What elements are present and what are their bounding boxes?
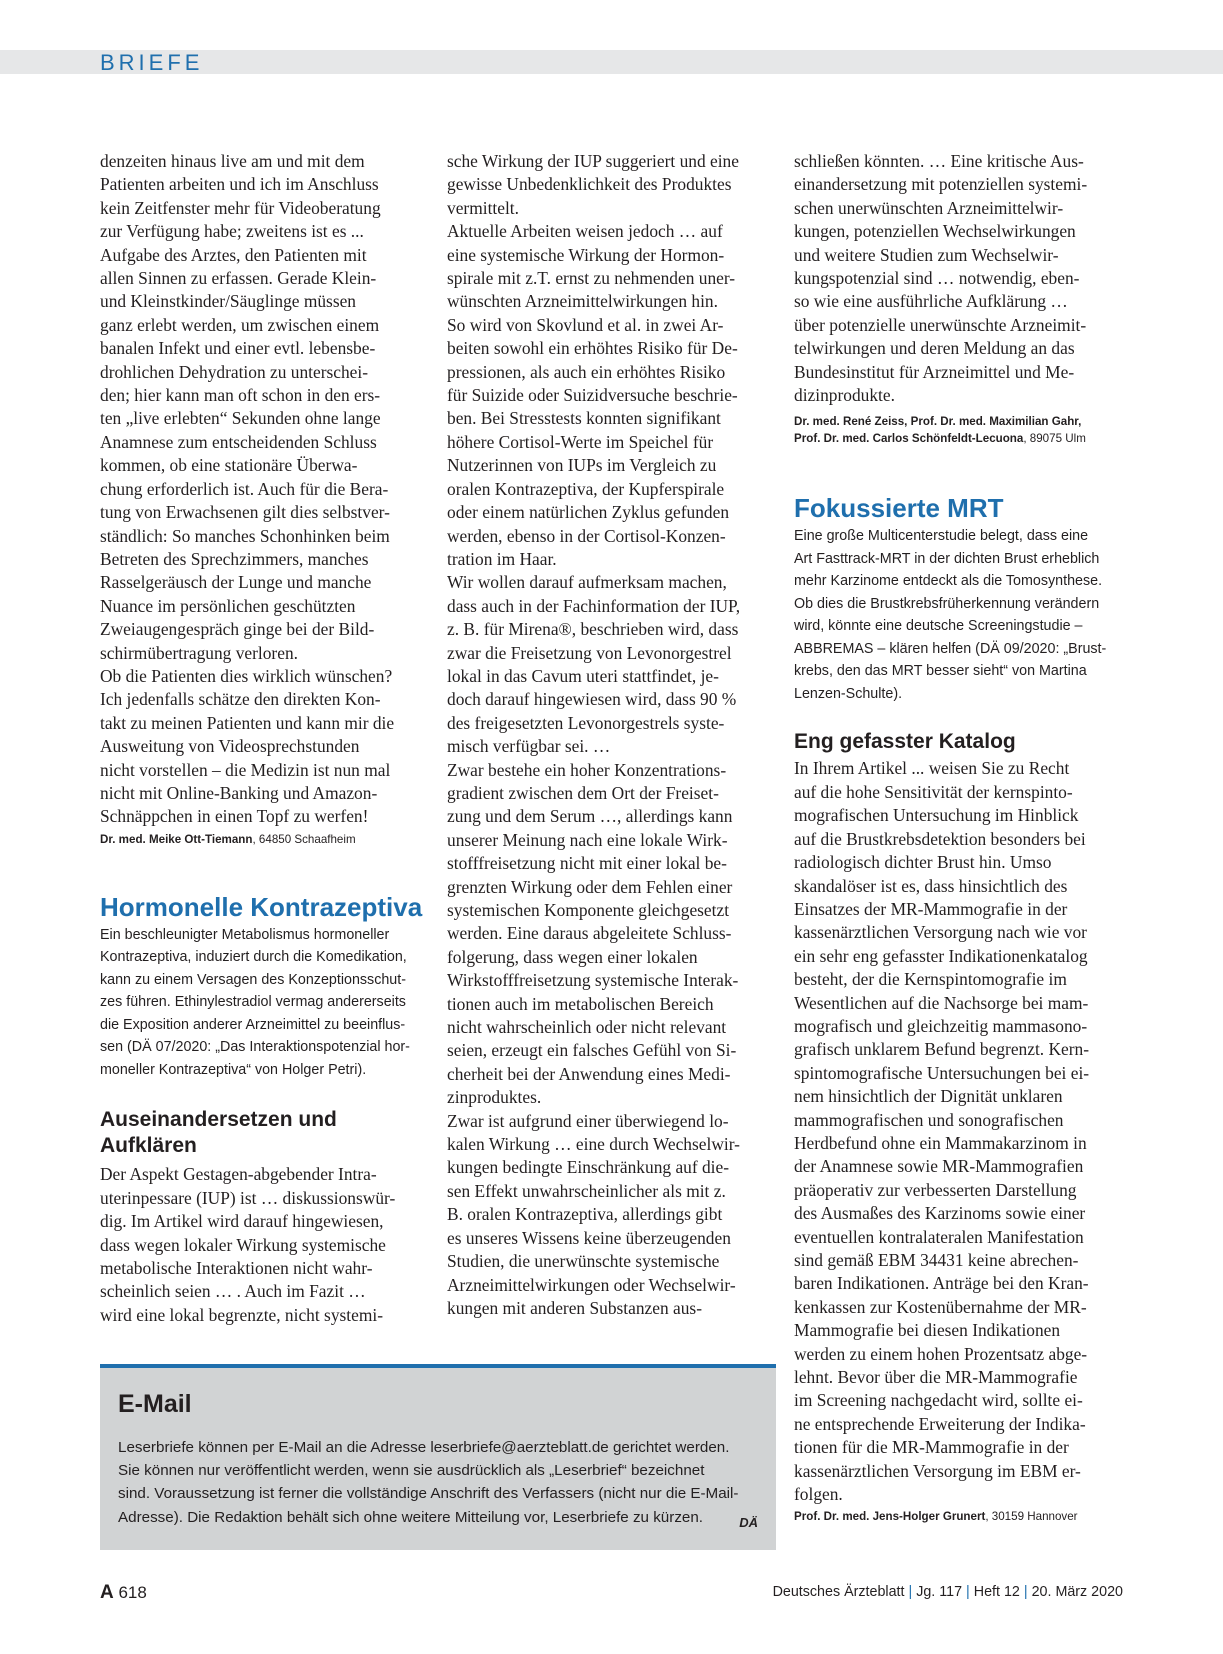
text-line: beiten sowohl ein erhöhtes Risiko für De- [447, 338, 738, 359]
text-line: wünschten Arzneimittelwirkungen hin. [447, 291, 718, 312]
letter-heading: Eng gefasster Katalog [794, 730, 1016, 754]
author-signature [100, 831, 432, 848]
text-line: Zwar bestehe ein hoher Konzentrations- [447, 759, 727, 780]
text-line: zur Verfügung habe; zweitens ist es ... [100, 221, 364, 242]
text-line: Zweiaugengespräch ginge bei der Bild- [100, 619, 375, 640]
text-line: den; hier kann man oft schon in den ers- [100, 385, 381, 406]
text-line: stofffreisetzung nicht mit einer lokal be- [447, 853, 727, 874]
lead-line: zes führen. Ethinylestradiol vermag andererseits [100, 994, 406, 1011]
text-line: schen unerwünschten Arzneimittelwir- [794, 197, 1064, 218]
text-line: Wesentlichen auf die Nachsorge bei mam- [794, 992, 1089, 1013]
lead-line: sen (DÄ 07/2020: „Das Interaktionspotenzial hor- [100, 1039, 410, 1056]
text-line: kungspotenzial sind … notwendig, eben- [794, 268, 1080, 289]
text-line: folgen. [794, 1484, 843, 1505]
text-line: nicht vorstellen – die Medizin ist nun mal [100, 759, 391, 780]
email-box-abbreviation: DÄ [739, 1515, 758, 1530]
text-line: besteht, der die Kernspintomografie im [794, 969, 1067, 990]
text-line: werden, ebenso in der Cortisol-Konzen- [447, 525, 726, 546]
text-line: mografisch und gleichzeitig mammasono- [794, 1015, 1088, 1036]
lead-line: Kontrazeptiva, induziert durch die Komedikation, [100, 949, 407, 966]
text-line: banalen Infekt und einer evtl. lebensbe- [100, 338, 376, 359]
text-line: zwar die Freisetzung von Levonorgestrel [447, 642, 732, 663]
author-signature [794, 1508, 1124, 1525]
text-line: pressionen, als auch ein erhöhtes Risiko [447, 361, 726, 382]
text-line: dass auch in der Fachinformation der IUP, [447, 595, 741, 616]
text-line: nem hinsichtlich der Dignität unklaren [794, 1086, 1063, 1107]
text-line: baren Indikationen. Anträge bei den Kran- [794, 1273, 1089, 1294]
text-line: Ob die Patienten dies wirklich wünschen? [100, 665, 393, 686]
text-line: vermittelt. [447, 197, 519, 218]
text-line: takt zu meinen Patienten und kann mir die [100, 712, 395, 733]
divider: | [966, 1584, 970, 1600]
text-line: sind gemäß EBM 34431 keine abrechen- [794, 1250, 1079, 1270]
text-line: dass wegen lokaler Wirkung systemische [100, 1234, 386, 1255]
text-line: drohlichen Dehydration zu unterschei- [100, 361, 369, 382]
text-line: ben. Bei Stresstests konnten signifikant [447, 408, 721, 429]
text-line: kungen bedingte Einschränkung auf die- [447, 1157, 730, 1178]
text-line: mammografischen und sonografischen [794, 1109, 1064, 1130]
lead-line: krebs, den das MRT besser sieht“ von Martina [794, 663, 1087, 680]
text-line: nicht wahrscheinlich oder nicht relevant [447, 1017, 727, 1038]
text-line: Ausweitung von Videosprechstunden [100, 736, 360, 757]
text-line: eventuellen kontralateralen Manifestation [794, 1226, 1084, 1247]
lead-line: ABBREMAS – klären helfen (DÄ 09/2020: „Brust- [794, 640, 1107, 657]
text-line: auf die hohe Sensitivität der kernspinto- [794, 781, 1073, 802]
text-line: kungen mit anderen Substanzen aus- [447, 1297, 702, 1318]
text-line: dig. Im Artikel wird darauf hingewiesen, [100, 1211, 384, 1232]
text-line: kenkassen zur Kostenübernahme der MR- [794, 1296, 1087, 1317]
text-line: lokal in das Cavum uteri stattfindet, je- [447, 665, 719, 686]
text-line: grafisch unklarem Befund begrenzt. Kern- [794, 1039, 1090, 1060]
text-line: im Screening nachgedacht wird, sollte ei- [794, 1390, 1083, 1411]
journal-date: 20. März 2020 [1031, 1584, 1123, 1600]
letter-body-continued [447, 150, 779, 1320]
lead-line: Art Fasttrack-MRT in der dichten Brust erheblich [794, 550, 1100, 567]
lead-line: die Exposition anderer Arzneimittel zu beeinflus- [100, 1016, 406, 1033]
text-line: oralen Kontrazeptiva, der Kupferspirale [447, 478, 725, 499]
text-line: auf die Brustkrebsdetektion besonders bei [794, 828, 1086, 849]
column-1 [100, 150, 432, 1327]
lead-line: kann zu einem Versagen des Konzeptionsschut- [100, 971, 406, 988]
text-line: In Ihrem Artikel ... weisen Sie zu Recht [794, 758, 1070, 779]
text-line: chung erforderlich ist. Auch für die Bera- [100, 478, 389, 499]
lead-line: wird, könnte eine deutsche Screeningstudie – [794, 618, 1083, 635]
letter-continuation [100, 150, 432, 829]
lead-line: Ob dies die Brustkrebsfrüherkennung verändern [794, 595, 1100, 612]
text-line: systemischen Komponente gleichgesetzt [447, 900, 730, 920]
journal-name: Deutsches Ärzteblatt [772, 1584, 905, 1600]
text-line: Aufgabe des Arztes, den Patienten mit [100, 244, 367, 265]
text-line: kungen, potenziellen Wechselwirkungen [794, 221, 1076, 242]
text-line: denzeiten hinaus live am und mit dem [100, 151, 365, 171]
text-line: spirale mit z.T. ernst zu nehmenden uner- [447, 268, 736, 289]
text-line: Rasselgeräusch der Lunge und manche [100, 572, 372, 593]
text-line: kassenärztlichen Versorgung nach wie vor [794, 922, 1087, 943]
text-line: es unseres Wissens keine überzeugenden [447, 1227, 731, 1248]
text-line: tionen auch im metabolischen Bereich [447, 993, 714, 1014]
text-line: tung von Erwachsenen gilt dies selbstver- [100, 502, 390, 523]
lead-line: Ein beschleunigter Metabolismus hormoneller [100, 926, 390, 943]
text-line: unserer Meinung nach eine lokale Wirk- [447, 829, 728, 850]
text-line: für Suizide oder Suizidversuche beschrie- [447, 385, 738, 406]
author-place: , 89075 Ulm [1023, 432, 1086, 446]
text-line: Nutzerinnen von IUPs im Vergleich zu [447, 455, 717, 476]
text-line: werden zu einem hohen Prozentsatz abge- [794, 1343, 1088, 1364]
journal-info [773, 1584, 1123, 1600]
text-line: folgerung, dass wegen einer lokalen [447, 946, 698, 967]
text-line: Arzneimittelwirkungen oder Wechselwir- [447, 1274, 736, 1295]
text-line: radiologisch dichter Brust hin. Umso [794, 852, 1052, 873]
text-line: höhere Cortisol-Werte im Speichel für [447, 431, 714, 452]
text-line: seien, erzeugt ein falsches Gefühl von Si- [447, 1040, 737, 1061]
text-line: dizinprodukte. [794, 385, 895, 406]
article-heading: Fokussierte MRT [794, 493, 1004, 524]
text-line: der Anamnese sowie MR-Mammografien [794, 1156, 1084, 1177]
text-line: tration im Haar. [447, 548, 557, 569]
text-line: des freigesetzten Levonorgestrels syste- [447, 712, 725, 733]
text-line: tionen für die MR-Mammografie in der [794, 1437, 1069, 1458]
email-box-line: Leserbriefe können per E-Mail an die Adresse leserbriefe@aerzteblatt.de gerichtet werden. [118, 1439, 730, 1456]
text-line: spintomografische Untersuchungen bei ei- [794, 1062, 1090, 1083]
text-line: grenzten Wirkung oder dem Fehlen einer [447, 876, 733, 897]
text-line: telwirkungen und deren Meldung an das [794, 338, 1075, 359]
text-line: uterinpessare (IUP) ist … diskussionswür- [100, 1187, 396, 1208]
email-box-line: Adresse). Die Redaktion behält sich ohne weitere Mitteilung vor, Leserbriefe zu kürzen. [118, 1508, 704, 1526]
text-line: ständlich: So manches Schonhinken beim [100, 525, 390, 546]
text-line: kassenärztlichen Versorgung im EBM er- [794, 1460, 1081, 1481]
journal-issue: Heft 12 [973, 1584, 1020, 1600]
text-line: sen Effekt unwahrscheinlicher als mit z. [447, 1180, 726, 1201]
text-line: ein sehr eng gefasster Indikationenkatalog [794, 945, 1088, 966]
lead-line: Lenzen-Schulte). [794, 685, 903, 702]
text-line: Wirkstofffreisetzung systemische Interak- [447, 970, 739, 991]
text-line: allen Sinnen zu erfassen. Gerade Klein- [100, 268, 377, 289]
text-line: Studien, die unerwünschte systemische [447, 1251, 720, 1272]
column-2 [447, 150, 779, 1320]
text-line: Zwar ist aufgrund einer überwiegend lo- [447, 1110, 729, 1131]
text-line: Der Aspekt Gestagen-abgebender Intra- [100, 1164, 377, 1185]
text-line: so wie eine ausführliche Aufklärung … [794, 291, 1068, 312]
text-line: oder einem natürlichen Zyklus gefunden [447, 502, 730, 523]
text-line: Patienten arbeiten und ich im Anschluss [100, 174, 379, 195]
text-line: gewisse Unbedenklichkeit des Produktes [447, 174, 732, 195]
text-line: Schnäppchen in einen Topf zu werfen! [100, 806, 369, 827]
letter-continuation [794, 150, 1124, 407]
text-line: Aktuelle Arbeiten weisen jedoch … auf [447, 221, 723, 242]
page-number [100, 1582, 147, 1604]
text-line: cherheit bei der Anwendung eines Medi- [447, 1063, 731, 1084]
text-line: gradient zwischen dem Ort der Freiset- [447, 782, 719, 803]
author-place: , 30159 Hannover [985, 1510, 1078, 1524]
text-line: präoperativ zur verbesserten Darstellung [794, 1179, 1077, 1200]
text-line: und weitere Studien zum Wechselwir- [794, 244, 1059, 265]
letter-body [794, 757, 1124, 1506]
text-line: ne entsprechende Erweiterung der Indika- [794, 1413, 1086, 1434]
letter-body [100, 1163, 432, 1327]
email-box-title: E-Mail [118, 1390, 192, 1418]
author-name: Dr. med. Meike Ott-Tiemann [100, 832, 253, 846]
text-line: einandersetzung mit potenziellen systemi- [794, 174, 1088, 195]
author-name: Prof. Dr. med. Carlos Schönfeldt-Lecuona [794, 432, 1024, 446]
author-names: Dr. med. René Zeiss, Prof. Dr. med. Maximilian Gahr, [794, 415, 1082, 429]
text-line: ganz erlebt werden, um zwischen einem [100, 314, 380, 335]
text-line: Bundesinstitut für Arzneimittel und Me- [794, 361, 1075, 382]
text-line: Mammografie bei diesen Indikationen [794, 1320, 1061, 1341]
lead-line: Eine große Multicenterstudie belegt, dass eine [794, 528, 1089, 545]
text-line: Nuance im persönlichen geschützten [100, 595, 356, 616]
text-line: skandalöser ist es, dass hinsichtlich des [794, 875, 1068, 896]
lead-line: moneller Kontrazeptiva“ von Holger Petri). [100, 1061, 367, 1078]
text-line: sche Wirkung der IUP suggeriert und eine [447, 151, 739, 171]
text-line: Wir wollen darauf aufmerksam machen, [447, 572, 727, 593]
text-line: zung und dem Serum …, allerdings kann [447, 806, 733, 827]
text-line: B. oralen Kontrazeptiva, allerdings gibt [447, 1204, 723, 1225]
text-line: misch verfügbar sei. … [447, 736, 611, 757]
text-line: mografischen Untersuchung im Hinblick [794, 805, 1079, 826]
section-label: BRIEFE [100, 50, 204, 75]
text-line: eine systemische Wirkung der Hormon- [447, 244, 725, 265]
text-line: ten „live erlebten“ Sekunden ohne lange [100, 408, 381, 429]
text-line: kein Zeitfenster mehr für Videoberatung [100, 197, 381, 218]
text-line: schirmübertragung verloren. [100, 642, 298, 663]
author-name: Prof. Dr. med. Jens-Holger Grunert [794, 1510, 986, 1524]
text-line: doch darauf hingewiesen wird, dass 90 % [447, 689, 737, 710]
text-line: kommen, ob eine stationäre Überwa- [100, 455, 358, 476]
article-lead [100, 924, 432, 1082]
text-line: Einsatzes der MR-Mammografie in der [794, 898, 1068, 919]
journal-volume: Jg. 117 [916, 1584, 963, 1600]
text-line: des Ausmaßes des Karzinoms sowie einer [794, 1203, 1086, 1224]
divider: | [908, 1584, 913, 1600]
article-heading: Hormonelle Kontrazeptiva [100, 891, 423, 922]
text-line: wird eine lokal begrenzte, nicht systemi- [100, 1304, 383, 1325]
email-box-line: Sie können nur veröffentlicht werden, wenn sie ausdrücklich als „Leserbrief“ bezeichnet [118, 1462, 705, 1480]
text-line: Herdbefund ohne ein Mammakarzinom in [794, 1132, 1087, 1153]
text-line: z. B. für Mirena®, beschrieben wird, dass [447, 619, 739, 640]
text-line: über potenzielle unerwünschte Arzneimit- [794, 314, 1087, 335]
lead-line: mehr Karzinome entdeckt als die Tomosynthese. [794, 573, 1103, 590]
column-3 [794, 150, 1124, 1525]
text-line: zinproduktes. [447, 1087, 542, 1108]
text-line: schließen könnten. … Eine kritische Aus- [794, 151, 1084, 171]
text-line: lehnt. Bevor über die MR-Mammografie [794, 1367, 1078, 1388]
text-line: scheinlich seien … . Auch im Fazit … [100, 1281, 366, 1302]
text-line: nicht mit Online-Banking und Amazon- [100, 782, 378, 803]
text-line: werden. Eine daraus abgeleitete Schluss- [447, 923, 732, 944]
author-place: , 64850 Schaafheim [252, 832, 356, 846]
text-line: Betreten des Sprechzimmers, manches [100, 548, 369, 569]
email-box-text [118, 1436, 754, 1529]
email-box-line: sind. Voraussetzung ist ferner die vollständige Anschrift des Verfassers (nicht nur die E-Mail- [118, 1485, 739, 1503]
text-line: metabolische Interaktionen nicht wahr- [100, 1257, 373, 1278]
letter-heading: Auseinandersetzen und Aufklären [100, 1108, 337, 1158]
article-lead [794, 525, 1124, 705]
text-line: Anamnese zum entscheidenden Schluss [100, 431, 377, 452]
text-line: kalen Wirkung … eine durch Wechselwir- [447, 1134, 740, 1155]
author-signature [794, 413, 1124, 447]
page-number-value: 618 [118, 1583, 147, 1602]
divider: | [1023, 1584, 1028, 1600]
page-prefix: A [100, 1582, 114, 1603]
text-line: Ich jedenfalls schätze den direkten Kon- [100, 689, 381, 710]
text-line: So wird von Skovlund et al. in zwei Ar- [447, 314, 724, 335]
text-line: und Kleinstkinder/Säuglinge müssen [100, 291, 357, 312]
email-info-box [100, 1364, 776, 1550]
